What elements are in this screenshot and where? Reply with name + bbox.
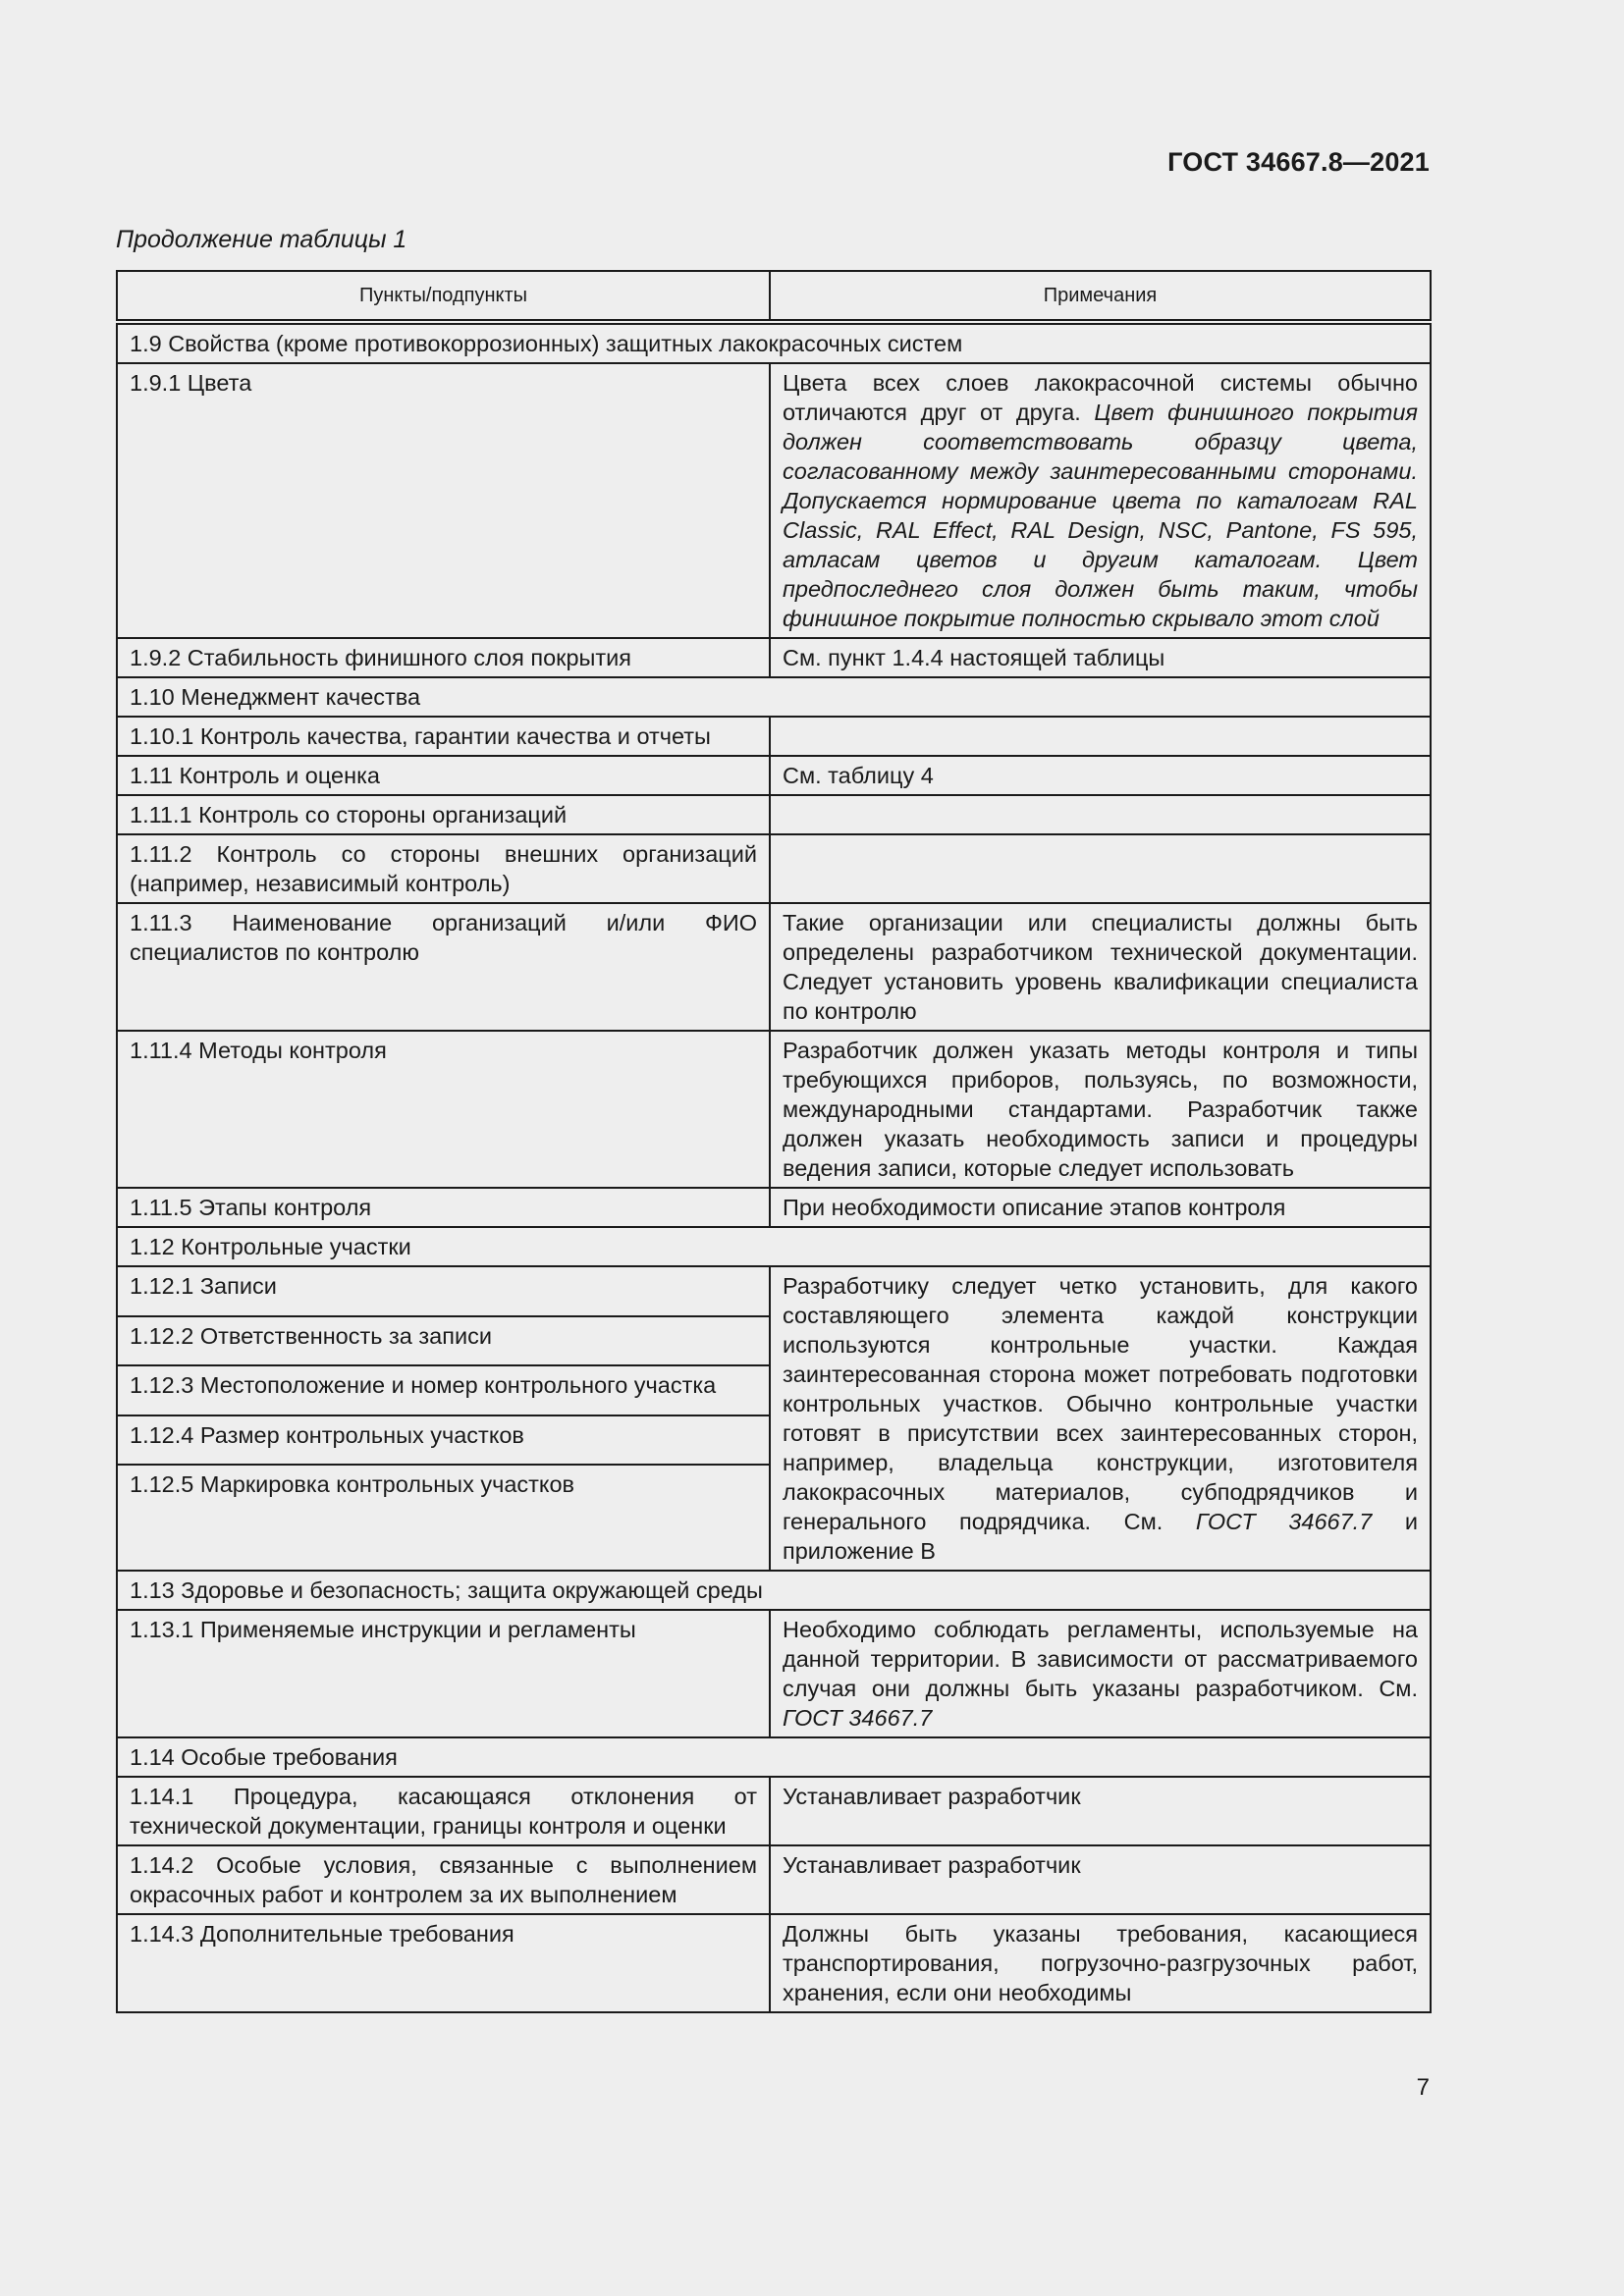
requirements-table bbox=[116, 270, 1432, 2013]
item-1-14-3: 1.14.3 Дополнительные требования bbox=[117, 1914, 770, 2012]
note-1-11-3: Такие организации или специалисты должны быть определены разработчиком технической документации. Следует установить уровень квалификации специалиста по контролю bbox=[770, 903, 1431, 1031]
note-1-10-1 bbox=[770, 717, 1431, 756]
item-1-11-1: 1.11.1 Контроль со стороны организаций bbox=[117, 795, 770, 834]
section-row bbox=[117, 322, 1431, 363]
item-1-12-2: 1.12.2 Ответственность за записи bbox=[117, 1316, 770, 1366]
table-row bbox=[117, 834, 1431, 903]
item-1-11-2: 1.11.2 Контроль со стороны внешних организаций (например, независимый контроль) bbox=[117, 834, 770, 903]
note-reference: ГОСТ 34667.7 bbox=[1195, 1509, 1373, 1534]
section-row bbox=[117, 1227, 1431, 1266]
note-text: и приложение В bbox=[783, 1509, 1418, 1564]
table-row bbox=[117, 363, 1431, 638]
table-row bbox=[117, 756, 1431, 795]
section-1-9: 1.9 Свойства (кроме противокоррозионных) защитных лакокрасочных систем bbox=[117, 322, 1431, 363]
item-1-10-1: 1.10.1 Контроль качества, гарантии качества и отчеты bbox=[117, 717, 770, 756]
item-1-11-4: 1.11.4 Методы контроля bbox=[117, 1031, 770, 1188]
note-1-12 bbox=[770, 1266, 1431, 1571]
section-1-14: 1.14 Особые требования bbox=[117, 1737, 1431, 1777]
table-row bbox=[117, 1188, 1431, 1227]
table-row bbox=[117, 1777, 1431, 1845]
note-1-14-1: Устанавливает разработчик bbox=[770, 1777, 1431, 1845]
item-1-12-3: 1.12.3 Местоположение и номер контрольного участка bbox=[117, 1365, 770, 1415]
note-1-14-3: Должны быть указаны требования, касающиеся транспортирования, погрузочно-разгрузочных работ, хранения, если они необходимы bbox=[770, 1914, 1431, 2012]
page-number: 7 bbox=[1416, 2074, 1430, 2101]
column-header-notes: Примечания bbox=[770, 271, 1431, 322]
item-1-12-4: 1.12.4 Размер контрольных участков bbox=[117, 1415, 770, 1466]
item-1-14-2: 1.14.2 Особые условия, связанные с выполнением окрасочных работ и контролем за их выполнением bbox=[117, 1845, 770, 1914]
table-row bbox=[117, 903, 1431, 1031]
note-text-italic: Цвет финишного покрытия должен соответствовать образцу цвета, согласованному между заинтересованными сторонами. Допускается нормирование цвета по каталогам RAL Classic, RAL Effect, RAL Design, NSC, Pantone, FS 595, атласам цветов и другим каталогам. Цвет предпоследнего слоя должен быть таким, чтобы финишное покрытие полностью скрывало этот слой bbox=[783, 400, 1418, 631]
note-1-14-2: Устанавливает разработчик bbox=[770, 1845, 1431, 1914]
note-1-13-1 bbox=[770, 1610, 1431, 1737]
item-1-9-1: 1.9.1 Цвета bbox=[117, 363, 770, 638]
section-row bbox=[117, 1737, 1431, 1777]
table-row bbox=[117, 1031, 1431, 1188]
table-row bbox=[117, 717, 1431, 756]
note-text: Цвета всех слоев лакокрасочной системы обычно отличаются друг от друга. bbox=[783, 370, 1418, 425]
note-1-11-5: При необходимости описание этапов контроля bbox=[770, 1188, 1431, 1227]
note-1-11-4: Разработчик должен указать методы контроля и типы требующихся приборов, пользуясь, по возможности, международными стандартами. Разработчик также должен указать необходимость записи и процедуры ведения записи, которые следует использовать bbox=[770, 1031, 1431, 1188]
table-row bbox=[117, 1266, 1431, 1316]
item-1-9-2: 1.9.2 Стабильность финишного слоя покрытия bbox=[117, 638, 770, 677]
item-1-11: 1.11 Контроль и оценка bbox=[117, 756, 770, 795]
note-1-11: См. таблицу 4 bbox=[770, 756, 1431, 795]
item-1-11-5: 1.11.5 Этапы контроля bbox=[117, 1188, 770, 1227]
note-text: Разработчику следует четко установить, для какого составляющего элемента каждой конструкции используются контрольные участки. Каждая заинтересованная сторона может потребовать подготовки контрольных участков. Обычно контрольные участки готовят в присутствии всех заинтересованных сторон, например, владельца конструкции, изготовителя лакокрасочных материалов, субподрядчиков и генерального подрядчика. См. bbox=[783, 1273, 1418, 1534]
note-1-9-2: См. пункт 1.4.4 настоящей таблицы bbox=[770, 638, 1431, 677]
table-row bbox=[117, 1845, 1431, 1914]
table-caption: Продолжение таблицы 1 bbox=[116, 226, 407, 253]
section-1-10: 1.10 Менеджмент качества bbox=[117, 677, 1431, 717]
item-1-13-1: 1.13.1 Применяемые инструкции и регламенты bbox=[117, 1610, 770, 1737]
section-row bbox=[117, 1571, 1431, 1610]
note-text: Необходимо соблюдать регламенты, используемые на данной территории. В зависимости от рассматриваемого случая они должны быть указаны разработчиком. См. bbox=[783, 1617, 1418, 1701]
item-1-14-1: 1.14.1 Процедура, касающаяся отклонения от технической документации, границы контроля и оценки bbox=[117, 1777, 770, 1845]
table-header-row bbox=[117, 271, 1431, 322]
note-1-9-1 bbox=[770, 363, 1431, 638]
note-1-11-2 bbox=[770, 834, 1431, 903]
item-1-12-1: 1.12.1 Записи bbox=[117, 1266, 770, 1316]
section-row bbox=[117, 677, 1431, 717]
table-row bbox=[117, 638, 1431, 677]
column-header-items: Пункты/подпункты bbox=[117, 271, 770, 322]
document-code: ГОСТ 34667.8—2021 bbox=[1167, 147, 1430, 177]
note-1-11-1 bbox=[770, 795, 1431, 834]
table-row bbox=[117, 1914, 1431, 2012]
item-1-12-5: 1.12.5 Маркировка контрольных участков bbox=[117, 1465, 770, 1571]
table-row bbox=[117, 795, 1431, 834]
table-row bbox=[117, 1610, 1431, 1737]
section-1-13: 1.13 Здоровье и безопасность; защита окружающей среды bbox=[117, 1571, 1431, 1610]
section-1-12: 1.12 Контрольные участки bbox=[117, 1227, 1431, 1266]
note-reference: ГОСТ 34667.7 bbox=[783, 1705, 933, 1731]
item-1-11-3: 1.11.3 Наименование организаций и/или ФИО специалистов по контролю bbox=[117, 903, 770, 1031]
